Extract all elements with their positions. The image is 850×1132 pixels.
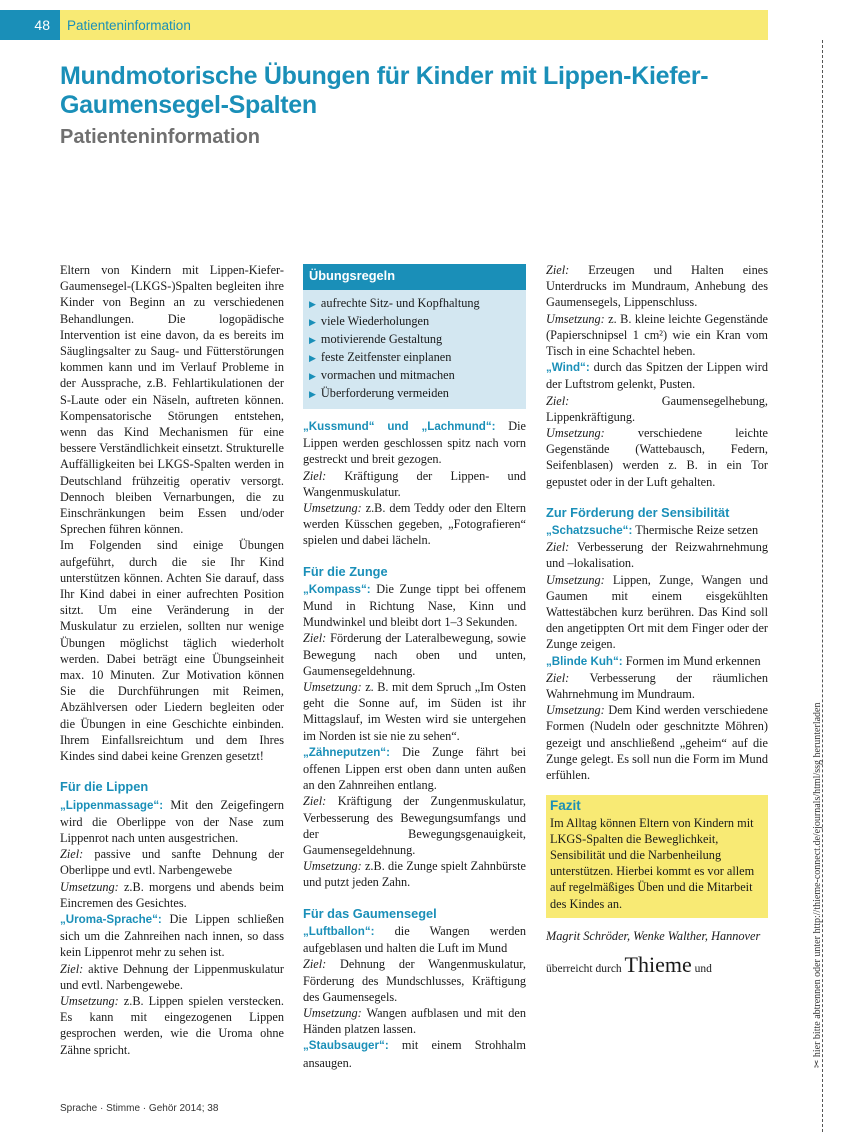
intro-paragraph: Eltern von Kindern mit Lippen-Kiefer-Gaumensegel-(LKGS-)Spalten begleiten ihre Kinder von Beginn an zu verschiedenen Behandlungen. Die logopädische Intervention ist eine davon, da es bereits im Säuglingsalter zu Saug- und Fütterstörungen kommen kann und im Verlauf Probleme in der Aussprache, z.B. Fehlartikulationen der S-Laute oder ein Näseln, auftreten können. Kompensatorische Störungen entstehen, wenn das Kind Mechanismen für eine bessere Verständlichkeit einsetzt. Strukturelle Auffälligkeiten bei LKGS-Spalten werden in Deutschland frühzeitig operativ versorgt. Dennoch bleiben Vernarbungen, die zu Einschränkungen beim Essen und/oder Sprechen führen können. bbox=[60, 263, 284, 537]
exercise-goal: Ziel: Kräftigung der Zungenmuskulatur, Verbesserung des Bewegungsumfangs und der Bewegungsgenauigkeit, Gaumensegeldehnung. bbox=[303, 794, 526, 858]
article-title: Mundmotorische Übungen für Kinder mit Lippen-Kiefer-Gaumensegel-Spalten bbox=[60, 62, 709, 119]
exercise-implementation: Umsetzung: z.B. morgens und abends beim Eincremen des Gesichtes. bbox=[60, 879, 284, 910]
exercise-goal: Ziel: Verbesserung der räumlichen Wahrnehmung im Mundraum. bbox=[546, 670, 768, 702]
list-item: ▶ Überforderung vermeiden bbox=[309, 386, 449, 400]
exercise-goal: Ziel: Dehnung der Wangenmuskulatur, Förderung des Mundschlusses, Kräftigung des Gaumensegels. bbox=[303, 957, 526, 1004]
exercise-wind: „Wind“: durch das Spitzen der Lippen wird der Luftstrom gelenkt, Pusten. bbox=[546, 360, 768, 392]
exercise-staubsauger: „Staubsauger“: mit einem Strohhalm ansaugen. bbox=[303, 1038, 526, 1070]
fazit-text: Im Alltag können Eltern von Kindern mit LKGS-Spalten die Beweglichkeit, Sensibilität und die Narbenheilung unterstützen. Hierbei kommt es vor allem auf regelmäßiges Üben und die Mitarbeit des Kindes an. bbox=[550, 815, 755, 911]
exercise-uroma-sprache: „Uroma-Sprache“: Die Lippen schließen sich um die Zahnreihen nach innen, so dass kein Lippenrot mehr zu sehen ist. bbox=[60, 911, 284, 960]
exercise-zaehneputzen: „Zähneputzen“: Die Zunge fährt bei offenen Lippen erst oben dann unten außen an den Zahnreihen entlang. bbox=[303, 744, 526, 793]
intro-paragraph-2: Im Folgenden sind einige Übungen aufgeführt, durch die sie Ihr Kind unterstützen können. Achten Sie darauf, dass Ihr Kind dabei in einer aufrechten Position sitzt. Um eine Veränderung in der Muskulatur zu erzielen, sollten nur wenige Übungen möglichst täglich wiederholt werden. Dabei beträgt eine Übungseinheit max. 10 Minuten. Zur Motivation können Sie die Durchführungen mit Reimen, Abzählversen oder Liedern begleiten oder die Übungen in eine Geschichte einbinden. Ihrem Einfallsreichtum und dem Ihres Kindes sind dabei keine Grenzen gesetzt! bbox=[60, 538, 284, 764]
section-heading-zunge: Für die Zunge bbox=[303, 563, 388, 579]
rules-box bbox=[303, 264, 526, 409]
column-1 bbox=[60, 262, 284, 1058]
triangle-bullet-icon: ▶ bbox=[309, 336, 316, 346]
exercise-kompass: „Kompass“: Die Zunge tippt bei offenem Mund in Richtung Nase, Kinn und Mundwinkel und bleibt dort 1–3 Sekunden. bbox=[303, 581, 526, 630]
thieme-logo: Thieme bbox=[624, 951, 692, 977]
list-item: ▶ vormachen und mitmachen bbox=[309, 368, 455, 382]
exercise-name: „Uroma-Sprache“: bbox=[60, 912, 162, 926]
triangle-bullet-icon: ▶ bbox=[309, 372, 316, 382]
exercise-lippenmassage: „Lippenmassage“: Mit den Zeigefingern wird die Oberlippe von der Nase zum Lippenrot nach unten ausgestrichen. bbox=[60, 797, 284, 845]
authors: Magrit Schröder, Wenke Walther, Hannover bbox=[546, 928, 761, 943]
cut-note: ✂ hier bitte abtrennen oder unter http://thieme-connect.de/ejournals/html/ssg herunterladen bbox=[812, 702, 823, 1068]
exercise-goal: Ziel: Verbesserung der Reizwahrnehmung und –lokalisation. bbox=[546, 540, 768, 571]
list-item: ▶ aufrechte Sitz- und Kopfhaltung bbox=[309, 296, 480, 310]
exercise-name: „Blinde Kuh“: bbox=[546, 654, 623, 668]
section-heading-gaumensegel: Für das Gaumensegel bbox=[303, 905, 437, 921]
exercise-name: „Staubsauger“: bbox=[303, 1039, 389, 1053]
exercise-name: „Lippenmassage“: bbox=[60, 798, 164, 812]
column-2 bbox=[303, 262, 526, 1071]
exercise-implementation: Umsetzung: Wangen aufblasen und mit den Händen platzen lassen. bbox=[303, 1005, 526, 1037]
exercise-goal: Ziel: Förderung der Lateralbewegung, sowie Bewegung nach oben und unten, Gaumensegeldehnung. bbox=[303, 631, 526, 678]
exercise-implementation: Umsetzung: z. B. mit dem Spruch „Im Osten geht die Sonne auf, im Süden ist ihr Mittagslauf, im Westen wird sie untergehen im Norden ist sie nie zu sehen“. bbox=[303, 680, 526, 743]
exercise-goal: Ziel: Erzeugen und Halten eines Unterdrucks im Mundraum, Anhebung des Gaumensegels, Lippenschluss. bbox=[546, 263, 768, 310]
exercise-name: „Kussmund“ und „Lachmund“: bbox=[303, 420, 496, 433]
exercise-goal: Ziel: aktive Dehnung der Lippenmuskulatur und evtl. Narbengewebe. bbox=[60, 961, 284, 992]
fazit-box bbox=[546, 795, 768, 917]
exercise-goal: Ziel: Kräftigung der Lippen- und Wangenmuskulatur. bbox=[303, 468, 526, 499]
exercise-name: „Schatzsuche“: bbox=[546, 524, 633, 538]
triangle-bullet-icon: ▶ bbox=[309, 390, 316, 400]
section-heading-sensibilitaet: Zur Förderung der Sensibilität bbox=[546, 504, 730, 520]
exercise-name: „Kompass“: bbox=[303, 582, 371, 596]
triangle-bullet-icon: ▶ bbox=[309, 354, 316, 364]
exercise-schatzsuche: „Schatzsuche“: Thermische Reize setzen bbox=[546, 523, 759, 538]
rules-heading: Übungsregeln bbox=[303, 264, 526, 290]
list-item: ▶ feste Zeitfenster einplanen bbox=[309, 350, 452, 364]
list-item: ▶ motivierende Gestaltung bbox=[309, 332, 443, 346]
exercise-implementation: Umsetzung: z. B. kleine leichte Gegenstände (Papierschnipsel 1 cm²) wie ein Kran vom Tisch in eine Schachtel heben. bbox=[546, 311, 768, 359]
exercise-name: „Luftballon“: bbox=[303, 924, 375, 938]
exercise-name: „Zähneputzen“: bbox=[303, 745, 390, 759]
exercise-implementation: Umsetzung: Lippen, Zunge, Wangen und Gaumen mit einem eisgekühlten Wattestäbchen kurz berühren. Das Kind soll den angetippten Ort mit dem Finger oder der Zunge zeigen. bbox=[546, 572, 768, 652]
section-heading-lippen: Für die Lippen bbox=[60, 779, 149, 795]
triangle-bullet-icon: ▶ bbox=[309, 318, 316, 328]
exercise-kussmund: „Kussmund“ und „Lachmund“: Die Lippen werden geschlossen spitz nach vorn gestreckt und breit gezogen. bbox=[303, 419, 526, 467]
exercise-goal: Ziel: Gaumensegelhebung, Lippenkräftigung. bbox=[546, 393, 768, 424]
header-section-title: Patienteninformation bbox=[60, 10, 768, 40]
exercise-implementation: Umsetzung: verschiedene leichte Gegenstände (Wattebausch, Federn, Seifenblasen) werden z. B. in ein Tor gepustet oder in der Luft gehalten. bbox=[546, 426, 768, 489]
rules-list bbox=[303, 290, 526, 403]
exercise-implementation: Umsetzung: z.B. dem Teddy oder den Eltern werden Küsschen gegeben, „Fotografieren“ spielen und dabei lächeln. bbox=[303, 501, 526, 548]
sponsor-line: überreicht durch Thieme und bbox=[546, 951, 712, 977]
page-header bbox=[0, 10, 768, 40]
exercise-implementation: Umsetzung: Dem Kind werden verschiedene Formen (Nudeln oder geschnitzte Möhren) gezeigt und anschließend „geheim“ auf die Zunge gelegt. Es soll nun die Form im Mund erfühlen. bbox=[546, 703, 768, 783]
list-item: ▶ viele Wiederholungen bbox=[309, 314, 430, 328]
exercise-goal: Ziel: passive und sanfte Dehnung der Oberlippe und evtl. Narbengewebe bbox=[60, 847, 284, 878]
exercise-luftballon: „Luftballon“: die Wangen werden aufgeblasen und halten die Luft im Mund bbox=[303, 923, 526, 956]
page-number: 48 bbox=[0, 10, 60, 40]
fazit-heading: Fazit bbox=[550, 798, 581, 814]
triangle-bullet-icon: ▶ bbox=[309, 300, 316, 310]
exercise-implementation: Umsetzung: z.B. die Zunge spielt Zahnbürste und putzt jeden Zahn. bbox=[303, 859, 526, 890]
page-footer: Sprache · Stimme · Gehör 2014; 38 bbox=[60, 1103, 219, 1114]
article-subtitle: Patienteninformation bbox=[60, 126, 261, 148]
exercise-blinde-kuh: „Blinde Kuh“: Formen im Mund erkennen bbox=[546, 653, 761, 668]
exercise-name: „Wind“: bbox=[546, 361, 590, 375]
column-3 bbox=[546, 262, 768, 977]
exercise-implementation: Umsetzung: z.B. Lippen spielen verstecken. Es kann mit eingezogenen Lippen gesprochen werden, wie die Uroma ohne Zähne spricht. bbox=[60, 993, 284, 1057]
